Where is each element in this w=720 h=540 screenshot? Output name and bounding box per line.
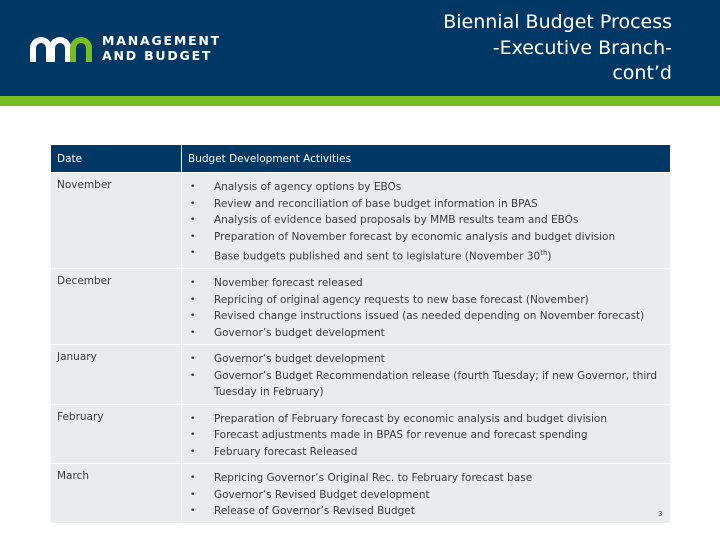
row-date: January [51,345,182,405]
row-date: December [51,269,182,345]
row-date: March [51,464,182,524]
table-row [51,464,671,524]
activity-item: • Preparation of November forecast by economic analysis and budget division [188,229,664,246]
activity-item: • Forecast adjustments made in BPAS for revenue and forecast spending [188,427,664,444]
table-header-row [51,145,671,173]
activity-item: • Analysis of agency options by EBOs [188,179,664,196]
activity-item: • Preparation of February forecast by economic analysis and budget division [188,411,664,428]
activity-item: • Review and reconciliation of base budget information in BPAS [188,196,664,213]
activity-item: • Release of Governor’s Revised Budget [188,503,664,520]
table-row [51,173,671,269]
logo-line-1: MANAGEMENT [102,33,222,48]
row-activities [182,345,671,405]
superscript-th: th [540,249,548,257]
title-line-2: -Executive Branch- [492,36,672,59]
row-activities [182,269,671,345]
activity-item: • Repricing Governor’s Original Rec. to February forecast base [188,470,664,487]
activity-item: • February forecast Released [188,444,664,461]
activity-item [188,245,664,265]
mmb-logo [30,33,221,63]
table-row [51,345,671,405]
page-number: 3 [658,510,663,518]
activity-item: • Governor’s Budget Recommendation release (fourth Tuesday; if new Governor, third Tuesday in February) [188,368,664,401]
activity-item: • Governor’s budget development [188,351,664,368]
activity-item: • November forecast released [188,275,664,292]
row-date: February [51,404,182,464]
activity-item: • Repricing of original agency requests to new base forecast (November) [188,292,664,309]
page-title [342,10,672,87]
table-row [51,404,671,464]
title-line-1: Biennial Budget Process [443,11,672,33]
budget-activities-table [50,144,671,524]
activity-item: • Governor’s Revised Budget development [188,487,664,504]
column-header-date: Date [51,145,182,173]
activity-item: • Revised change instructions issued (as needed depending on November forecast) [188,308,664,325]
row-activities [182,404,671,464]
table-row [51,269,671,345]
column-header-activities: Budget Development Activities [182,145,671,173]
title-line-3: cont’d [612,62,672,84]
row-date: November [51,173,182,269]
mn-logo-icon [30,34,94,62]
activity-text-end: ) [547,250,552,263]
row-activities [182,173,671,269]
activity-item: • Analysis of evidence based proposals by MMB results team and EBOs [188,212,664,229]
activity-item: • Governor’s budget development [188,325,664,342]
row-activities [182,464,671,524]
header-bar [0,0,720,96]
logo-line-2: AND BUDGET [102,48,213,63]
green-accent-stripe [0,96,720,106]
activity-text: Base budgets published and sent to legislature (November 30 [214,250,541,263]
